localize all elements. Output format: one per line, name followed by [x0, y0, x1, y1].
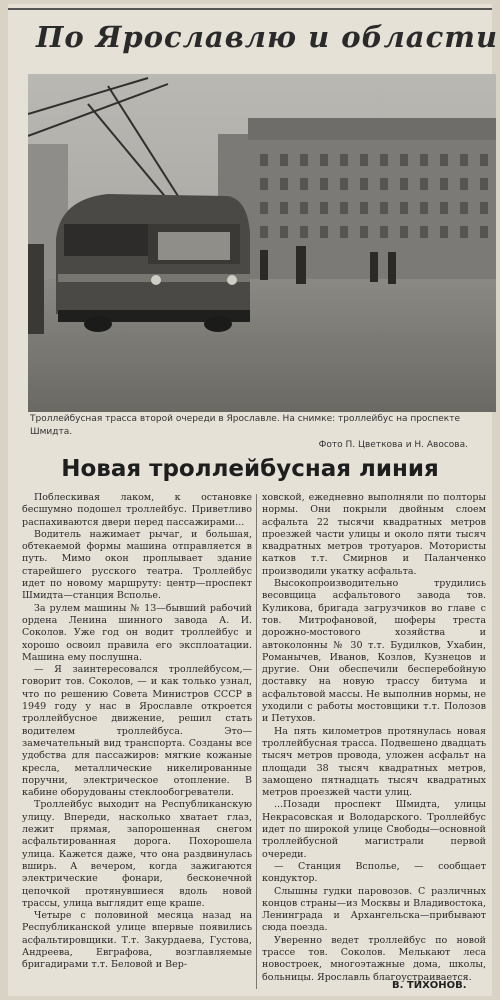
- paragraph: Поблескивая лаком, к остановке бесшумно подошел троллейбус. Приветливо распахиваются двери перед пассажирами...: [22, 492, 252, 528]
- section-header: [8, 8, 499, 74]
- section-title: По Ярославлю и области: [36, 20, 499, 54]
- paragraph: ...Позади проспект Шмидта, улицы Некрасовская и Володарского. Троллейбус идет по широкой улице Свободы—основной троллейбусной магистрали первой очереди.: [262, 799, 486, 860]
- paragraph: ховской, ежедневно выполняли по полторы нормы. Они покрыли двойным слоем асфальта 22 тысячи квадратных метров проезжей части улицы и около пяти тысяч квадратных метров тротуаров. Мотористы катков т.т. Смирнов и Паланченко производили укатку асфальта.: [262, 492, 486, 577]
- photo-caption-text: Троллейбусная трасса второй очереди в Ярославле. На снимке: троллейбус на проспекте Шмидта.: [30, 414, 461, 437]
- photo-credit: Фото П. Цветкова и Н. Авосова.: [318, 440, 468, 450]
- paragraph: Высокопроизводительно трудились весовщица асфальтового завода тов. Куликова, бригада загрузчиков во главе с тов. Митрофановой, шоферы треста дорожно-мостового хозяйства и автоколонны № 30 т.т. Будилков, Ухабин, Романычев, Иванов, Козлов, Кузнецов и другие. Они обеспечили бесперебойную доставку на новую трассу битума и асфальтовой массы. Не выполнив нормы, не уходили с работы мостовщики т.т. Полозов и Петухов.: [262, 578, 487, 725]
- paragraph: — Станция Всполье, — сообщает кондуктор.: [262, 860, 486, 885]
- paragraph: Слышны гудки паровозов. С различных концов страны—из Москвы и Владивостока, Ленинграда и Архангельска—прибывают сюда поезда.: [262, 885, 486, 934]
- paragraph: Четыре с половиной месяца назад на Республиканской улице впервые появились асфальтировщики. Т.т. Закурдаева, Густова, Андреева, Евграфова, возглавляемые бригадирами т.т. Беловой и Вер-: [22, 910, 252, 971]
- photo-caption: [30, 413, 496, 450]
- paragraph: Уверенно ведет троллейбус по новой трассе тов. Соколов. Мелькают леса новостроек, многоэтажные дома, школы, больницы. Ярославль благоустраивается.: [262, 934, 486, 983]
- paragraph: — Я заинтересовался троллейбусом,—говорит тов. Соколов, — и как только узнал, что по решению Совета Министров СССР в 1949 году у нас в Ярославле откроется троллейбусное движение, решил стать водителем троллейбуса. Это—замечательный вид транспорта. Созданы все удобства для пассажиров: мягкие кожаные кресла, металлические никелированные поручни, электрическое отопление. В кабине оборудованы стеклообогреватели.: [22, 664, 252, 799]
- article-title: Новая троллейбусная линия: [61, 456, 439, 482]
- paragraph: На пять километров протянулась новая троллейбусная трасса. Подвешено двадцать тысяч метров провода, уложен асфальт на площади 38 тысяч квадратных метров, замощено пятнадцать тысяч квадратных метров проезжей части улиц.: [262, 725, 486, 799]
- paragraph: Водитель нажимает рычаг, и большая, обтекаемой формы машина отправляется в путь. Мимо окон проплывает здание старейшего русского театра. Троллейбус идет по новому маршруту: центр—проспект Шмидта—станция Всполье.: [22, 528, 252, 602]
- author-signature: В. ТИХОНОВ.: [392, 980, 467, 991]
- newspaper-page: [8, 4, 499, 996]
- paragraph: За рулем машины № 13—бывший рабочий ордена Ленина шинного завода А. И. Соколов. Уже год он водит троллейбус и хорошо освоил правила его эксплоатации. Машина ему послушна.: [22, 602, 252, 663]
- column-divider: [256, 494, 257, 989]
- article-right-column: [262, 492, 487, 983]
- trolleybus-photo: [28, 74, 496, 412]
- trolleybus-photo-image: [28, 74, 496, 412]
- paragraph: Троллейбус выходит на Республиканскую улицу. Впереди, насколько хватает глаз, лежит прямая, запорошенная снегом асфальтированная дорога. Похорошела улица. Кажется даже, что она раздвинулась вширь. А вечером, когда зажигаются электрические фонари, бесконечной цепочкой протянувшиеся вдоль новой трассы, улица выглядит еще краше.: [22, 799, 252, 909]
- article-left-column: [22, 492, 252, 992]
